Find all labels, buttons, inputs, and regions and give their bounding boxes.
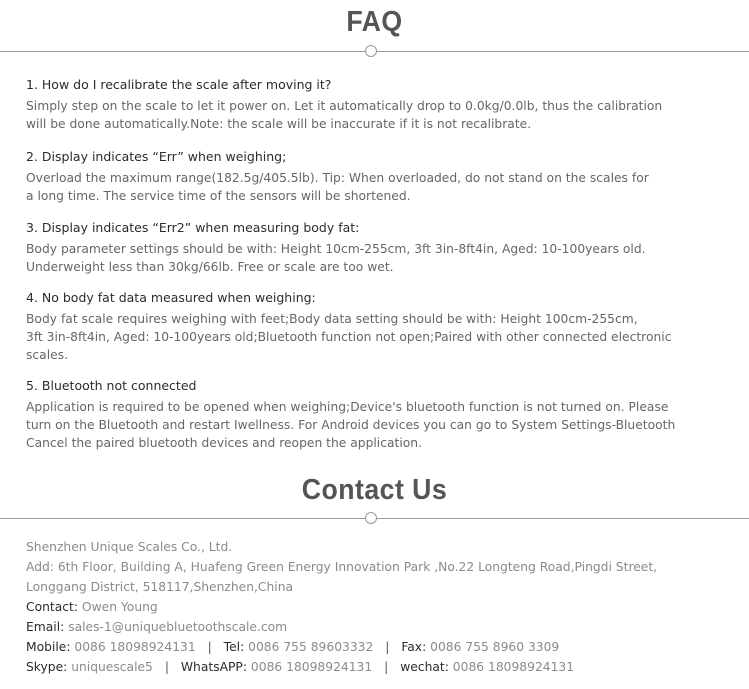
faq-question: 5. Bluetooth not connected: [26, 378, 197, 393]
email-link[interactable]: sales-1@uniquebluetoothscale.com: [68, 620, 288, 634]
contact-value: Owen Young: [81, 600, 158, 614]
tel-label: Tel:: [223, 640, 245, 654]
contact-title: Contact Us: [301, 474, 448, 506]
email-line: [26, 617, 726, 637]
faq-answer: Body parameter settings should be with: Height 10cm-255cm, 3ft 3in-8ft4in, Aged: 10-100years old. Underweight less than 30kg/66lb. Free or scale are too wet.: [26, 242, 646, 274]
wechat-label: wechat:: [400, 660, 449, 674]
faq-question: 1. How do I recalibrate the scale after moving it?: [26, 77, 332, 92]
faq-question: 2. Display indicates “Err” when weighing;: [26, 149, 287, 164]
fax-value: 0086 755 8960 3309: [430, 640, 560, 654]
separator: |: [164, 660, 169, 674]
contact-divider-circle-icon: [365, 512, 377, 524]
mobile-label: Mobile:: [26, 640, 71, 654]
faq-list-2: [26, 148, 726, 205]
fax-label: Fax:: [401, 640, 427, 654]
contact-label: Contact:: [26, 600, 78, 614]
faq-question: 3. Display indicates “Err2” when measuring body fat:: [26, 220, 360, 235]
tel-value: 0086 755 89603332: [248, 640, 374, 654]
address: Add: 6th Floor, Building A, Huafeng Green Energy Innovation Park ,No.22 Longteng Road,Pingdi Street,: [26, 560, 658, 574]
skype-label: Skype:: [26, 660, 68, 674]
messenger-line: [26, 657, 726, 677]
separator: |: [207, 640, 212, 654]
faq-answer: Application is required to be opened when weighing;Device's bluetooth function is not turned on. Please turn on the Bluetooth and restart Iwellness. For Android devices you can go to System Settings-Bluetooth Cancel the paired bluetooth devices and reopen the application.: [26, 400, 676, 450]
skype-value: uniquescale5: [71, 660, 153, 674]
faq-answer: Simply step on the scale to let it power on. Let it automatically drop to 0.0kg/0.0lb, thus the calibration will be done automatically.Note: the scale will be inaccurate if it is not recalibrate.: [26, 99, 663, 131]
faq-item-4: [26, 289, 726, 364]
whatsapp-label: WhatsAPP:: [180, 660, 247, 674]
address-line-2: Longgang District, 518117,Shenzhen,China: [26, 580, 294, 594]
faq-item-5: [26, 377, 726, 452]
separator: |: [385, 640, 390, 654]
wechat-value: 0086 18098924131: [452, 660, 575, 674]
faq-answer: Body fat scale requires weighing with feet;Body data setting should be with: Height 100cm-255cm, 3ft 3in-8ft4in, Aged: 10-100years old;Bluetooth function not open;Paired with other connected electronic scales.: [26, 312, 672, 362]
phone-line: [26, 637, 726, 657]
faq-question: 4. No body fat data measured when weighing:: [26, 290, 316, 305]
faq-list: [26, 76, 726, 133]
company-name: Shenzhen Unique Scales Co., Ltd.: [26, 540, 233, 554]
faq-list-4: [26, 289, 726, 364]
faq-title: FAQ: [346, 6, 403, 38]
faq-divider-circle-icon: [365, 45, 377, 57]
contact-person: [26, 597, 726, 617]
faq-list-5: [26, 377, 726, 452]
contact-block: [26, 537, 726, 677]
faq-answer: Overload the maximum range(182.5g/405.5lb). Tip: When overloaded, do not stand on the scales for a long time. The service time of the sensors will be shortened.: [26, 171, 649, 203]
faq-item-1: [26, 76, 726, 133]
mobile-value: 0086 18098924131: [74, 640, 196, 654]
separator: |: [384, 660, 389, 674]
faq-list-3: [26, 219, 726, 276]
faq-item-2: [26, 148, 726, 205]
email-label: Email:: [26, 620, 65, 634]
faq-item-3: [26, 219, 726, 276]
whatsapp-value: 0086 18098924131: [250, 660, 373, 674]
